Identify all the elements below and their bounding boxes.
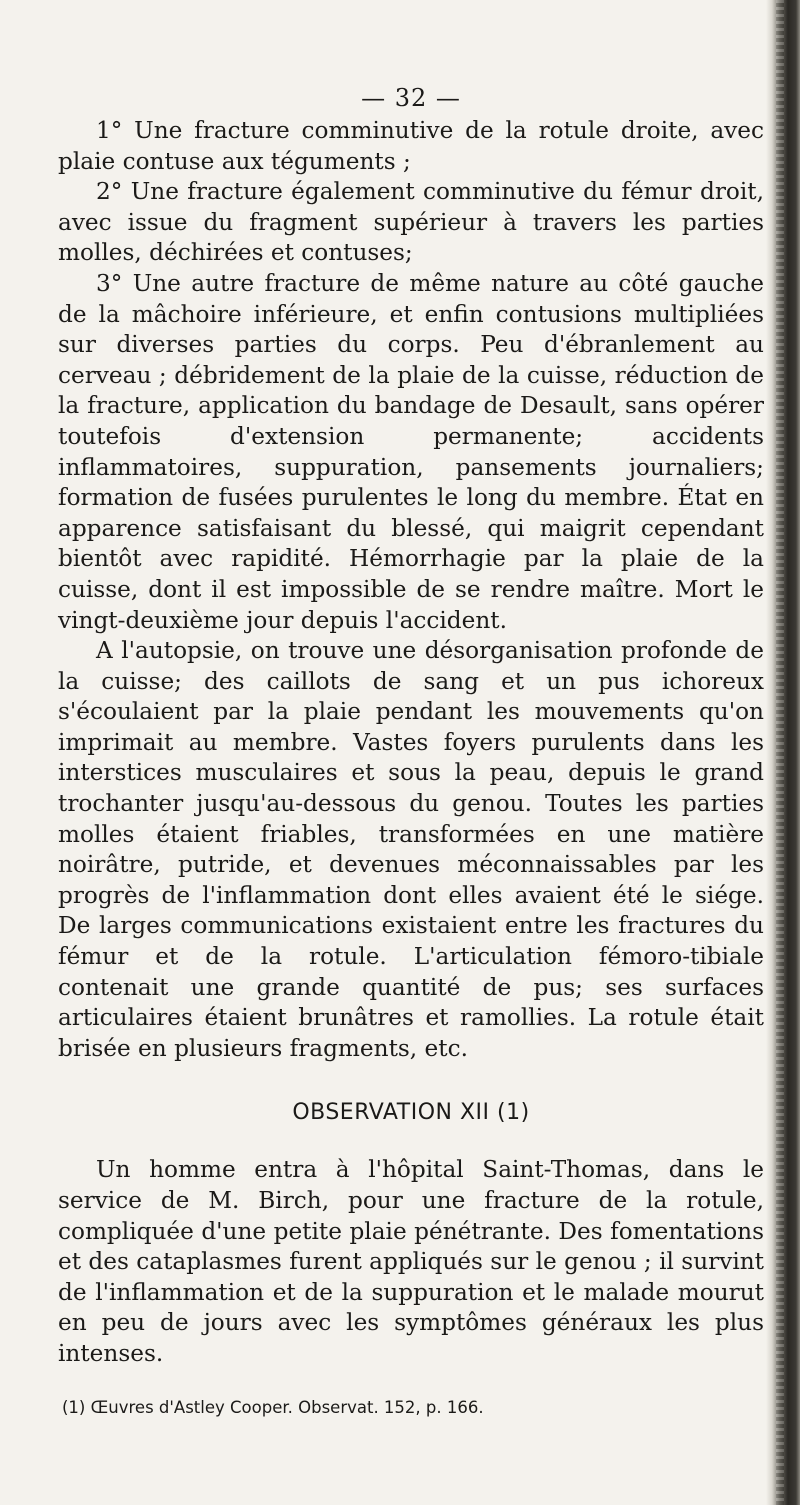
page-number: — 32 — <box>361 84 461 112</box>
paragraph-1: 1° Une fracture comminutive de la rotule droite, avec plaie contuse aux téguments ; <box>58 117 764 175</box>
book-binding-edge <box>766 0 800 1505</box>
paragraph-3: 3° Une autre fracture de même nature au côté gauche de la mâchoire inférieure, et enfin contusions multipliées sur diverses parties du corps. Peu d'ébranlement au cerveau ; débridement de la plaie de la cuisse, réduction de la fracture, application du bandage de Desault, sans opérer toutefois d'extension permanente; accidents inflammatoires, suppuration, pansements journaliers; formation de fusées purulentes le long du membre. État en apparence satisfaisant du blessé, qui maigrit cependant bientôt avec rapidité. Hémorrhagie par la plaie de la cuisse, dont il est impossible de se rendre maître. Mort le vingt-deuxième jour depuis l'accident. <box>58 269 764 634</box>
observation-title: OBSERVATION XII (1) <box>292 1100 530 1126</box>
paragraph-4: A l'autopsie, on trouve une désorganisation profonde de la cuisse; des caillots de sang et un pus ichoreux s'écoulaient par la plaie pendant les mouvements qu'on imprimait au membre. Vastes foyers purulents dans les interstices musculaires et sous la peau, depuis le grand trochanter jusqu'au-dessous du genou. Toutes les parties molles étaient friables, transformées en une matière noirâtre, putride, et devenues méconnaissables par les progrès de l'inflammation dont elles avaient été le siége. De larges communications existaient entre les fractures du fémur et de la rotule. L'articulation fémoro-tibiale contenait une grande quantité de pus; ses surfaces articulaires étaient brunâtres et ramollies. La rotule était brisée en plusieurs fragments, etc. <box>58 637 764 1062</box>
observation-text: Un homme entra à l'hôpital Saint-Thomas, dans le service de M. Birch, pour une fracture de la rotule, compliquée d'une petite plaie pénétrante. Des fomentations et des cataplasmes furent appliqués sur le genou ; il survint de l'inflammation et de la suppuration et le malade mourut en peu de jours avec les symptômes généraux les plus intenses. <box>58 1156 764 1367</box>
page-content <box>58 84 764 1417</box>
footnote: (1) Œuvres d'Astley Cooper. Observat. 152, p. 166. <box>62 1397 484 1417</box>
paragraph-2: 2° Une fracture également comminutive du fémur droit, avec issue du fragment supérieur à travers les parties molles, déchirées et contuses; <box>58 178 764 267</box>
